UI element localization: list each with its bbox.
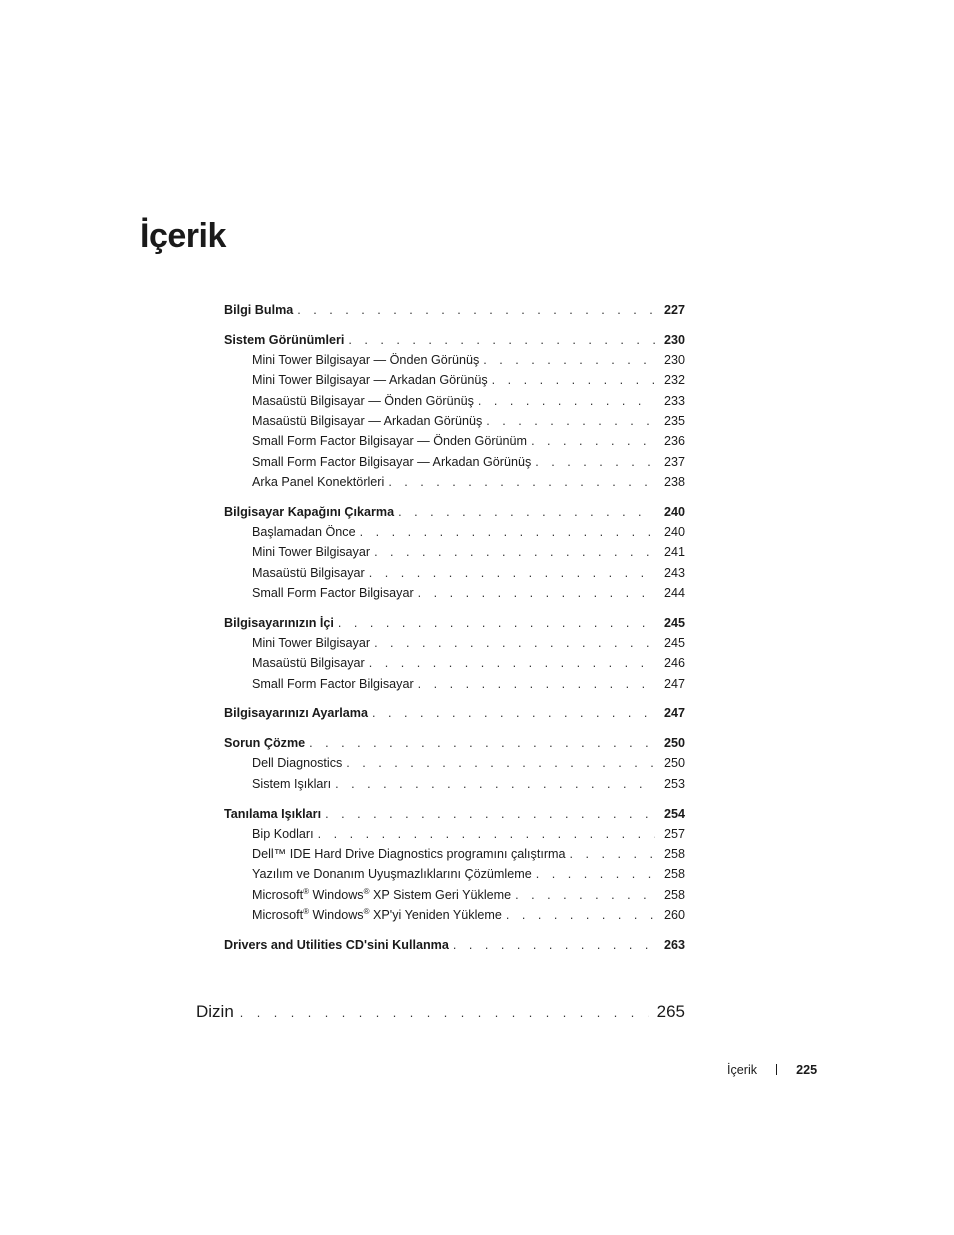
toc-section-label: Masaüstü Bilgisayar (252, 565, 365, 580)
toc-section-label: Dell™ IDE Hard Drive Diagnostics programını çalıştırma (252, 847, 566, 862)
toc-section-page: 258 (663, 847, 685, 862)
toc-index-entry[interactable] (196, 999, 685, 1026)
toc-section-entry[interactable] (224, 452, 685, 472)
toc-section-label: Masaüstü Bilgisayar (252, 656, 365, 671)
toc-section-entry[interactable] (224, 370, 685, 390)
toc-section-entry[interactable] (224, 885, 685, 905)
toc-section-label: Masaüstü Bilgisayar — Önden Görünüş (252, 393, 474, 408)
dot-leader (418, 583, 655, 603)
registered-mark: ® (303, 886, 309, 896)
toc-section-page: 247 (663, 676, 685, 691)
toc-chapter-page: 245 (663, 615, 685, 630)
toc-section-page: 230 (663, 353, 685, 368)
toc-section-entry[interactable] (224, 824, 685, 844)
dot-leader (372, 703, 655, 723)
registered-mark: ® (303, 907, 309, 917)
footer-page-number: 225 (796, 1063, 818, 1077)
dot-leader (325, 804, 655, 824)
toc-section-page: 258 (663, 887, 685, 902)
toc-section-label: Başlamadan Önce (252, 524, 356, 539)
toc-section-label: Mini Tower Bilgisayar — Önden Görünüş (252, 353, 480, 368)
toc-section-page: 236 (663, 434, 685, 449)
toc-section-entry[interactable] (224, 522, 685, 542)
toc-section-page: 241 (663, 545, 685, 560)
toc-section-page: 240 (663, 524, 685, 539)
toc-section-entry[interactable] (224, 653, 685, 673)
label-part: XP'yi Yeniden Yükleme (369, 908, 502, 923)
toc-section-page: 238 (663, 474, 685, 489)
toc-chapter-entry[interactable] (224, 804, 685, 824)
dot-leader (297, 300, 655, 320)
dot-leader (309, 733, 655, 753)
toc-section-entry[interactable] (224, 905, 685, 925)
toc-chapter-label: Drivers and Utilities CD'sini Kullanma (224, 937, 449, 952)
toc-section-entry[interactable] (224, 542, 685, 562)
dot-leader (478, 391, 655, 411)
dot-leader (369, 653, 655, 673)
toc-section-page: 260 (663, 908, 685, 923)
dot-leader (418, 674, 655, 694)
table-of-contents (224, 300, 685, 955)
footer-separator (776, 1064, 777, 1075)
toc-section-label (252, 905, 506, 925)
label-part: XP Sistem Geri Yükleme (369, 887, 512, 902)
toc-section-label: Sistem Işıkları (252, 776, 332, 791)
registered-mark: ® (363, 907, 370, 917)
dot-leader (506, 905, 655, 925)
toc-section-label: Yazılım ve Donanım Uyuşmazlıklarını Çözümleme (252, 867, 532, 882)
toc-chapter-label: Bilgi Bulma (224, 303, 294, 317)
toc-chapter-page: 240 (663, 504, 685, 519)
dot-leader (348, 330, 655, 350)
page-footer (727, 1060, 821, 1080)
toc-section-page: 253 (663, 776, 685, 791)
toc-chapter-label: Sorun Çözme (224, 736, 306, 751)
toc-section-label: Mini Tower Bilgisayar (252, 635, 371, 650)
toc-section-label: Small Form Factor Bilgisayar (252, 676, 414, 691)
toc-section-page: 244 (663, 585, 685, 600)
dot-leader (318, 824, 655, 844)
dot-leader (570, 844, 655, 864)
toc-chapter-label: Bilgisayar Kapağını Çıkarma (224, 504, 395, 519)
toc-section-page: 237 (663, 454, 685, 469)
dot-leader (453, 935, 655, 955)
toc-section-page: 245 (663, 635, 685, 650)
toc-section-label: Small Form Factor Bilgisayar — Arkadan Görünüş (252, 454, 532, 469)
toc-index-label: Dizin (196, 1002, 234, 1021)
toc-chapter-page: 263 (663, 937, 685, 952)
toc-section-page: 235 (663, 413, 685, 428)
dot-leader (536, 864, 655, 884)
toc-section-page: 243 (663, 565, 685, 580)
toc-section-page: 246 (663, 656, 685, 671)
toc-section-entry[interactable] (224, 583, 685, 603)
toc-chapter-entry[interactable] (224, 733, 685, 753)
toc-index-page: 265 (656, 1002, 685, 1021)
toc-chapter-entry[interactable] (224, 502, 685, 522)
toc-section-entry[interactable] (224, 431, 685, 451)
toc-chapter-entry[interactable] (224, 935, 685, 955)
label-part: Microsoft (252, 908, 304, 923)
toc-section-label (252, 885, 515, 905)
toc-section-entry[interactable] (224, 472, 685, 492)
toc-section-entry[interactable] (224, 844, 685, 864)
toc-chapter-page: 230 (663, 332, 685, 347)
dot-leader (398, 502, 655, 522)
toc-chapter-page: 247 (663, 706, 685, 721)
toc-section-label: Small Form Factor Bilgisayar (252, 585, 414, 600)
toc-section-entry[interactable] (224, 563, 685, 583)
dot-leader (346, 753, 655, 773)
toc-section-label: Small Form Factor Bilgisayar — Önden Görünüm (252, 434, 528, 449)
toc-chapter-page: 227 (663, 303, 685, 317)
dot-leader (531, 431, 655, 451)
toc-chapter-label: Sistem Görünümleri (224, 332, 345, 347)
dot-leader (515, 885, 655, 905)
toc-chapter-entry[interactable] (224, 330, 685, 350)
toc-section-page: 233 (663, 393, 685, 408)
dot-leader (388, 472, 655, 492)
toc-section-label: Bip Kodları (252, 826, 314, 841)
label-part: Windows (309, 887, 364, 902)
dot-leader (374, 633, 655, 653)
toc-section-label: Mini Tower Bilgisayar (252, 545, 371, 560)
toc-section-entry[interactable] (224, 753, 685, 773)
toc-section-entry[interactable] (224, 774, 685, 794)
toc-section-page: 257 (663, 826, 685, 841)
toc-section-page: 232 (663, 373, 685, 388)
label-part: Microsoft (252, 887, 304, 902)
dot-leader (483, 350, 655, 370)
footer-label: İçerik (727, 1063, 758, 1077)
toc-chapter-entry[interactable] (224, 703, 685, 723)
dot-leader (360, 522, 655, 542)
dot-leader (492, 370, 655, 390)
toc-chapter-page: 254 (663, 806, 685, 821)
toc-section-entry[interactable] (224, 350, 685, 370)
toc-chapter-label: Bilgisayarınızın İçi (224, 615, 334, 630)
page-title: İçerik (140, 217, 226, 255)
toc-section-page: 250 (663, 756, 685, 771)
toc-chapter-entry[interactable] (224, 613, 685, 633)
toc-section-page: 258 (663, 867, 685, 882)
toc-chapter-label: Bilgisayarınızı Ayarlama (224, 706, 368, 721)
dot-leader (335, 774, 655, 794)
registered-mark: ® (363, 886, 370, 896)
toc-section-entry[interactable] (224, 864, 685, 884)
toc-chapter-label: Tanılama Işıkları (224, 806, 322, 821)
toc-section-entry[interactable] (224, 633, 685, 653)
label-part: Windows (309, 908, 364, 923)
toc-section-label: Masaüstü Bilgisayar — Arkadan Görünüş (252, 413, 483, 428)
toc-section-label: Arka Panel Konektörleri (252, 474, 385, 489)
dot-leader (369, 563, 655, 583)
toc-section-entry[interactable] (224, 674, 685, 694)
dot-leader (535, 452, 655, 472)
toc-chapter-page: 250 (663, 736, 685, 751)
dot-leader (338, 613, 655, 633)
dot-leader (374, 542, 655, 562)
toc-chapter-entry[interactable] (224, 300, 685, 320)
toc-section-entry[interactable] (224, 411, 685, 431)
dot-leader (240, 1000, 649, 1026)
toc-section-entry[interactable] (224, 391, 685, 411)
toc-section-label: Mini Tower Bilgisayar — Arkadan Görünüş (252, 373, 488, 388)
dot-leader (486, 411, 655, 431)
toc-section-label: Dell Diagnostics (252, 756, 343, 771)
